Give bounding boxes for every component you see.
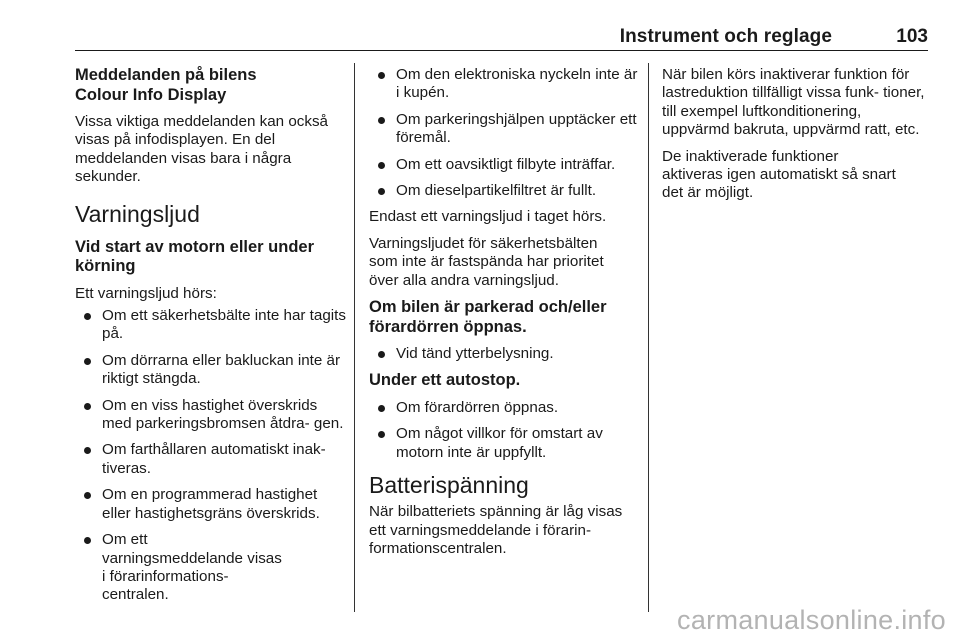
list-item: Om förardörren öppnas. — [369, 399, 641, 417]
list-item: Om en programmerad hastighet eller hastighetsgräns överskrids. — [75, 486, 347, 523]
list-item: Om ett säkerhetsbälte inte har tagits på. — [75, 307, 347, 344]
list-item: Om ett oavsiktligt filbyte inträffar. — [369, 156, 641, 174]
bullet-icon — [84, 313, 91, 320]
page-number: 103 — [896, 26, 928, 47]
bullet-icon — [84, 403, 91, 410]
header-rule — [75, 50, 928, 51]
list-item: Om något villkor för omstart av motorn inte är uppfyllt. — [369, 425, 641, 462]
warning-sounds-title: Varningsljud — [75, 200, 200, 227]
battery-text: När bilbatteriets spänning är låg visas ett varningsmeddelande i förarin- formationscentralen. — [369, 503, 623, 557]
column-divider-2 — [648, 63, 649, 612]
column-divider-1 — [354, 63, 355, 612]
list-item: Om ett varningsmeddelande visas i förarinformations- centralen. — [75, 531, 347, 605]
info-display-heading: Meddelanden på bilens Colour Info Display — [75, 66, 257, 104]
bullet-icon — [378, 405, 385, 412]
priority-text: Varningsljudet för säkerhetsbälten som inte är fastspända har prioritet över alla andra varningsljud. — [369, 234, 604, 289]
bullet-icon — [378, 431, 385, 438]
autostop-list — [369, 399, 641, 462]
column-1 — [75, 66, 347, 613]
list-item: Om farthållaren automatiskt inak- tiveras. — [75, 441, 347, 478]
warning-sounds-intro: Ett varningsljud hörs: — [75, 284, 217, 302]
info-display-text: Vissa viktiga meddelanden kan också visas på infodisplayen. En del meddelanden visas bara i några sekunder. — [75, 113, 328, 186]
section-title: Instrument och reglage — [619, 26, 832, 47]
list-item: Om den elektroniska nyckeln inte är i kupén. — [369, 66, 641, 103]
bullet-icon — [84, 492, 91, 499]
column-2 — [369, 66, 641, 566]
one-at-a-time-text: Endast ett varningsljud i taget hörs. — [369, 208, 607, 226]
warning-sounds-list-cont — [369, 66, 641, 200]
column-3 — [662, 66, 932, 211]
bullet-icon — [378, 188, 385, 195]
warning-sounds-list — [75, 307, 347, 605]
bullet-icon — [378, 351, 385, 358]
watermark: carmanualsonline.info — [677, 605, 946, 635]
list-item: Vid tänd ytterbelysning. — [369, 345, 641, 363]
bullet-icon — [84, 537, 91, 544]
bullet-icon — [378, 72, 385, 79]
warning-sounds-subheading: Vid start av motorn eller under körning — [75, 237, 315, 276]
bullet-icon — [84, 447, 91, 454]
parked-heading: Om bilen är parkerad och/eller förardörren öppnas. — [369, 298, 607, 336]
list-item: Om dieselpartikelfiltret är fullt. — [369, 182, 641, 200]
bullet-icon — [378, 117, 385, 124]
bullet-icon — [378, 162, 385, 169]
bullet-icon — [84, 358, 91, 365]
battery-title: Batterispänning — [369, 472, 529, 499]
parked-list — [369, 345, 641, 363]
reactivation-text: De inaktiverade funktioner aktiveras igen automatiskt så snart det är möjligt. — [662, 147, 896, 202]
list-item: Om parkeringshjälpen upptäcker ett föremål. — [369, 111, 641, 148]
load-reduction-text: När bilen körs inaktiverar funktion för lastreduktion tillfälligt vissa funk- tioner, till exempel luftkonditionering, uppvärmd bakruta, uppvärmd ratt, etc. — [662, 66, 925, 139]
page-header — [75, 26, 928, 50]
list-item: Om dörrarna eller bakluckan inte är riktigt stängda. — [75, 352, 347, 389]
list-item: Om en viss hastighet överskrids med parkeringsbromsen åtdra- gen. — [75, 397, 347, 434]
autostop-heading: Under ett autostop. — [369, 371, 521, 390]
